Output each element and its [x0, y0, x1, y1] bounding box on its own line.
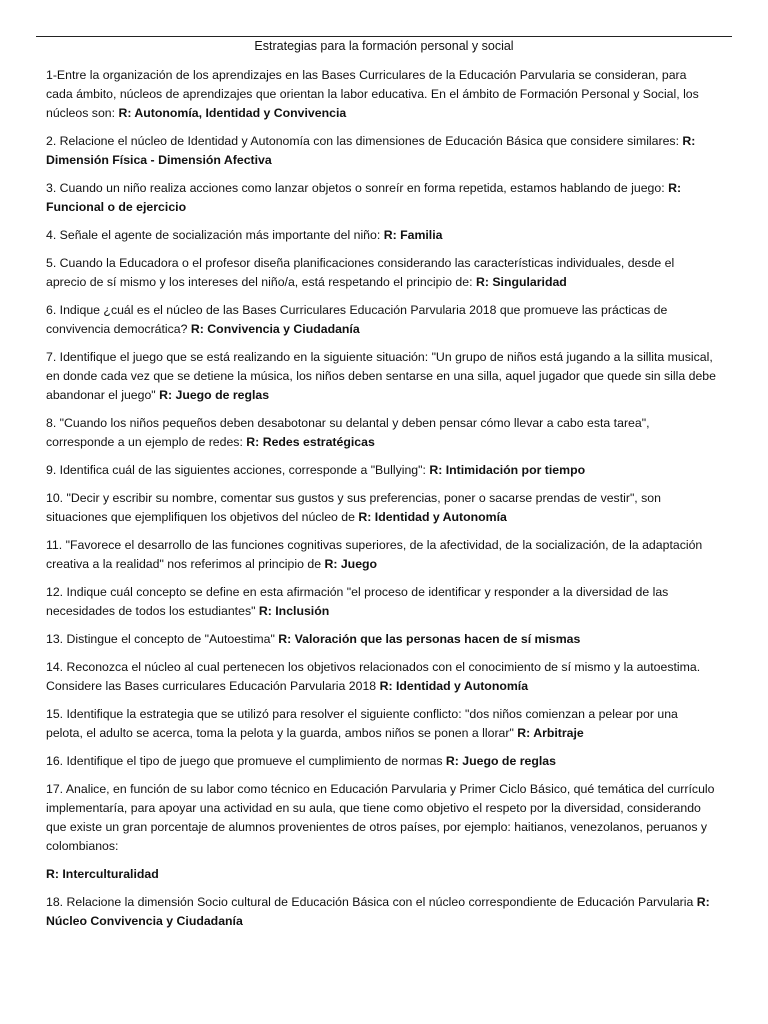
question-item-6 — [46, 301, 716, 339]
answer-text: R: Dimensión Física - Dimensión Afectiva — [46, 134, 696, 167]
question-text: 10. "Decir y escribir su nombre, comentar sus gustos y sus preferencias, poner o sacarse prendas de vestir", son situaciones que ejemplifiquen los objetivos del núcleo de — [46, 491, 661, 524]
answer-text: R: Intimidación por tiempo — [429, 463, 586, 477]
question-item-3 — [46, 179, 716, 217]
answer-text: R: Arbitraje — [517, 726, 584, 740]
question-item-17 — [46, 780, 716, 856]
questions-list — [46, 66, 716, 940]
question-text: 1-Entre la organización de los aprendizajes en las Bases Curriculares de la Educación Parvularia se consideran, para cada ámbito, núcleos de aprendizajes que orientan la labor educativa. En el ámbito de Formación Personal y Social, los núcleos son: — [46, 68, 699, 120]
question-text: 7. Identifique el juego que se está realizando en la siguiente situación: "Un grupo de niños está jugando a la sillita musical, en donde cada vez que se detiene la música, los niños deben sentarse en una silla, aquel jugador que quede sin silla debe abandonar el juego" — [46, 350, 716, 402]
question-text: 12. Indique cuál concepto se define en esta afirmación "el proceso de identificar y responder a la diversidad de las necesidades de todos los estudiantes" — [46, 585, 669, 618]
question-text: 13. Distingue el concepto de "Autoestima" — [46, 632, 279, 646]
answer-text: R: Núcleo Convivencia y Ciudadanía — [46, 895, 710, 928]
question-item-12 — [46, 583, 716, 621]
answer-text: R: Juego de reglas — [159, 388, 270, 402]
question-item-2 — [46, 132, 716, 170]
question-item-8 — [46, 414, 716, 452]
top-rule — [36, 36, 732, 37]
question-text: 6. Indique ¿cuál es el núcleo de las Bases Curriculares Educación Parvularia 2018 que promueve las prácticas de convivencia democrática? — [46, 303, 668, 336]
question-item-10 — [46, 489, 716, 527]
answer-text: R: Identidad y Autonomía — [358, 510, 507, 524]
question-item-11 — [46, 536, 716, 574]
question-item-15 — [46, 705, 716, 743]
question-text: 15. Identifique la estrategia que se utilizó para resolver el siguiente conflicto: "dos niños comienzan a pelear por una pelota, el adulto se acerca, toma la pelota y la guarda, ambos niños se ponen a llorar" — [46, 707, 678, 740]
answer-text: R: Inclusión — [258, 604, 330, 618]
answer-text: R: Familia — [383, 228, 443, 242]
answer-text: R: Singularidad — [475, 275, 567, 289]
answer-item-17 — [46, 865, 716, 884]
answer-text: R: Autonomía, Identidad y Convivencia — [118, 106, 347, 120]
question-item-1 — [46, 66, 716, 123]
answer-text: R: Redes estratégicas — [246, 435, 375, 449]
question-text: 14. Reconozca el núcleo al cual pertenecen los objetivos relacionados con el conocimiento de sí mismo y la autoestima. Considere las Bases curriculares Educación Parvularia 2018 — [46, 660, 701, 693]
question-item-9 — [46, 461, 716, 480]
answer-text: R: Identidad y Autonomía — [379, 679, 529, 693]
question-text: 16. Identifique el tipo de juego que promueve el cumplimiento de normas — [46, 754, 446, 768]
question-text: 2. Relacione el núcleo de Identidad y Autonomía con las dimensiones de Educación Básica que considere similares: — [46, 134, 683, 148]
question-text: 17. Analice, en función de su labor como técnico en Educación Parvularia y Primer Ciclo Básico, qué temática del currículo implementaría, para apoyar una actividad en su aula, que tiene como objetivo el respeto por la diversidad, considerando que existe un gran porcentaje de alumnos provenientes de otros países, por ejemplo: haitianos, venezolanos, peruanos y colombianos: — [46, 782, 715, 853]
answer-text: R: Interculturalidad — [46, 867, 159, 881]
question-item-16 — [46, 752, 716, 771]
question-item-13 — [46, 630, 716, 649]
question-text: 9. Identifica cuál de las siguientes acciones, corresponde a "Bullying": — [46, 463, 430, 477]
answer-text: R: Convivencia y Ciudadanía — [190, 322, 360, 336]
question-text: 4. Señale el agente de socialización más importante del niño: — [46, 228, 384, 242]
answer-text: R: Funcional o de ejercicio — [46, 181, 682, 214]
question-text: 8. "Cuando los niños pequeños deben desabotonar su delantal y deben pensar cómo llevar a cabo esta tarea", corresponde a un ejemplo de redes: — [46, 416, 650, 449]
answer-text: R: Juego — [324, 557, 378, 571]
question-item-4 — [46, 226, 716, 245]
question-text: 5. Cuando la Educadora o el profesor diseña planificaciones considerando las características individuales, desde el aprecio de sí mismo y los intereses del niño/a, está respetando el principio de: — [46, 256, 675, 289]
answer-text: R: Valoración que las personas hacen de sí mismas — [278, 632, 581, 646]
question-text: 3. Cuando un niño realiza acciones como lanzar objetos o sonreír en forma repetida, estamos hablando de juego: — [46, 181, 669, 195]
question-item-18 — [46, 893, 716, 931]
question-item-14 — [46, 658, 716, 696]
question-item-7 — [46, 348, 716, 405]
page-title: Estrategias para la formación personal y social — [254, 39, 514, 53]
question-item-5 — [46, 254, 716, 292]
question-text: 11. "Favorece el desarrollo de las funciones cognitivas superiores, de la afectividad, de la socialización, de la adaptación creativa a la realidad" nos referimos al principio de — [46, 538, 703, 571]
question-text: 18. Relacione la dimensión Socio cultural de Educación Básica con el núcleo correspondiente de Educación Parvularia — [46, 895, 697, 909]
answer-text: R: Juego de reglas — [445, 754, 556, 768]
